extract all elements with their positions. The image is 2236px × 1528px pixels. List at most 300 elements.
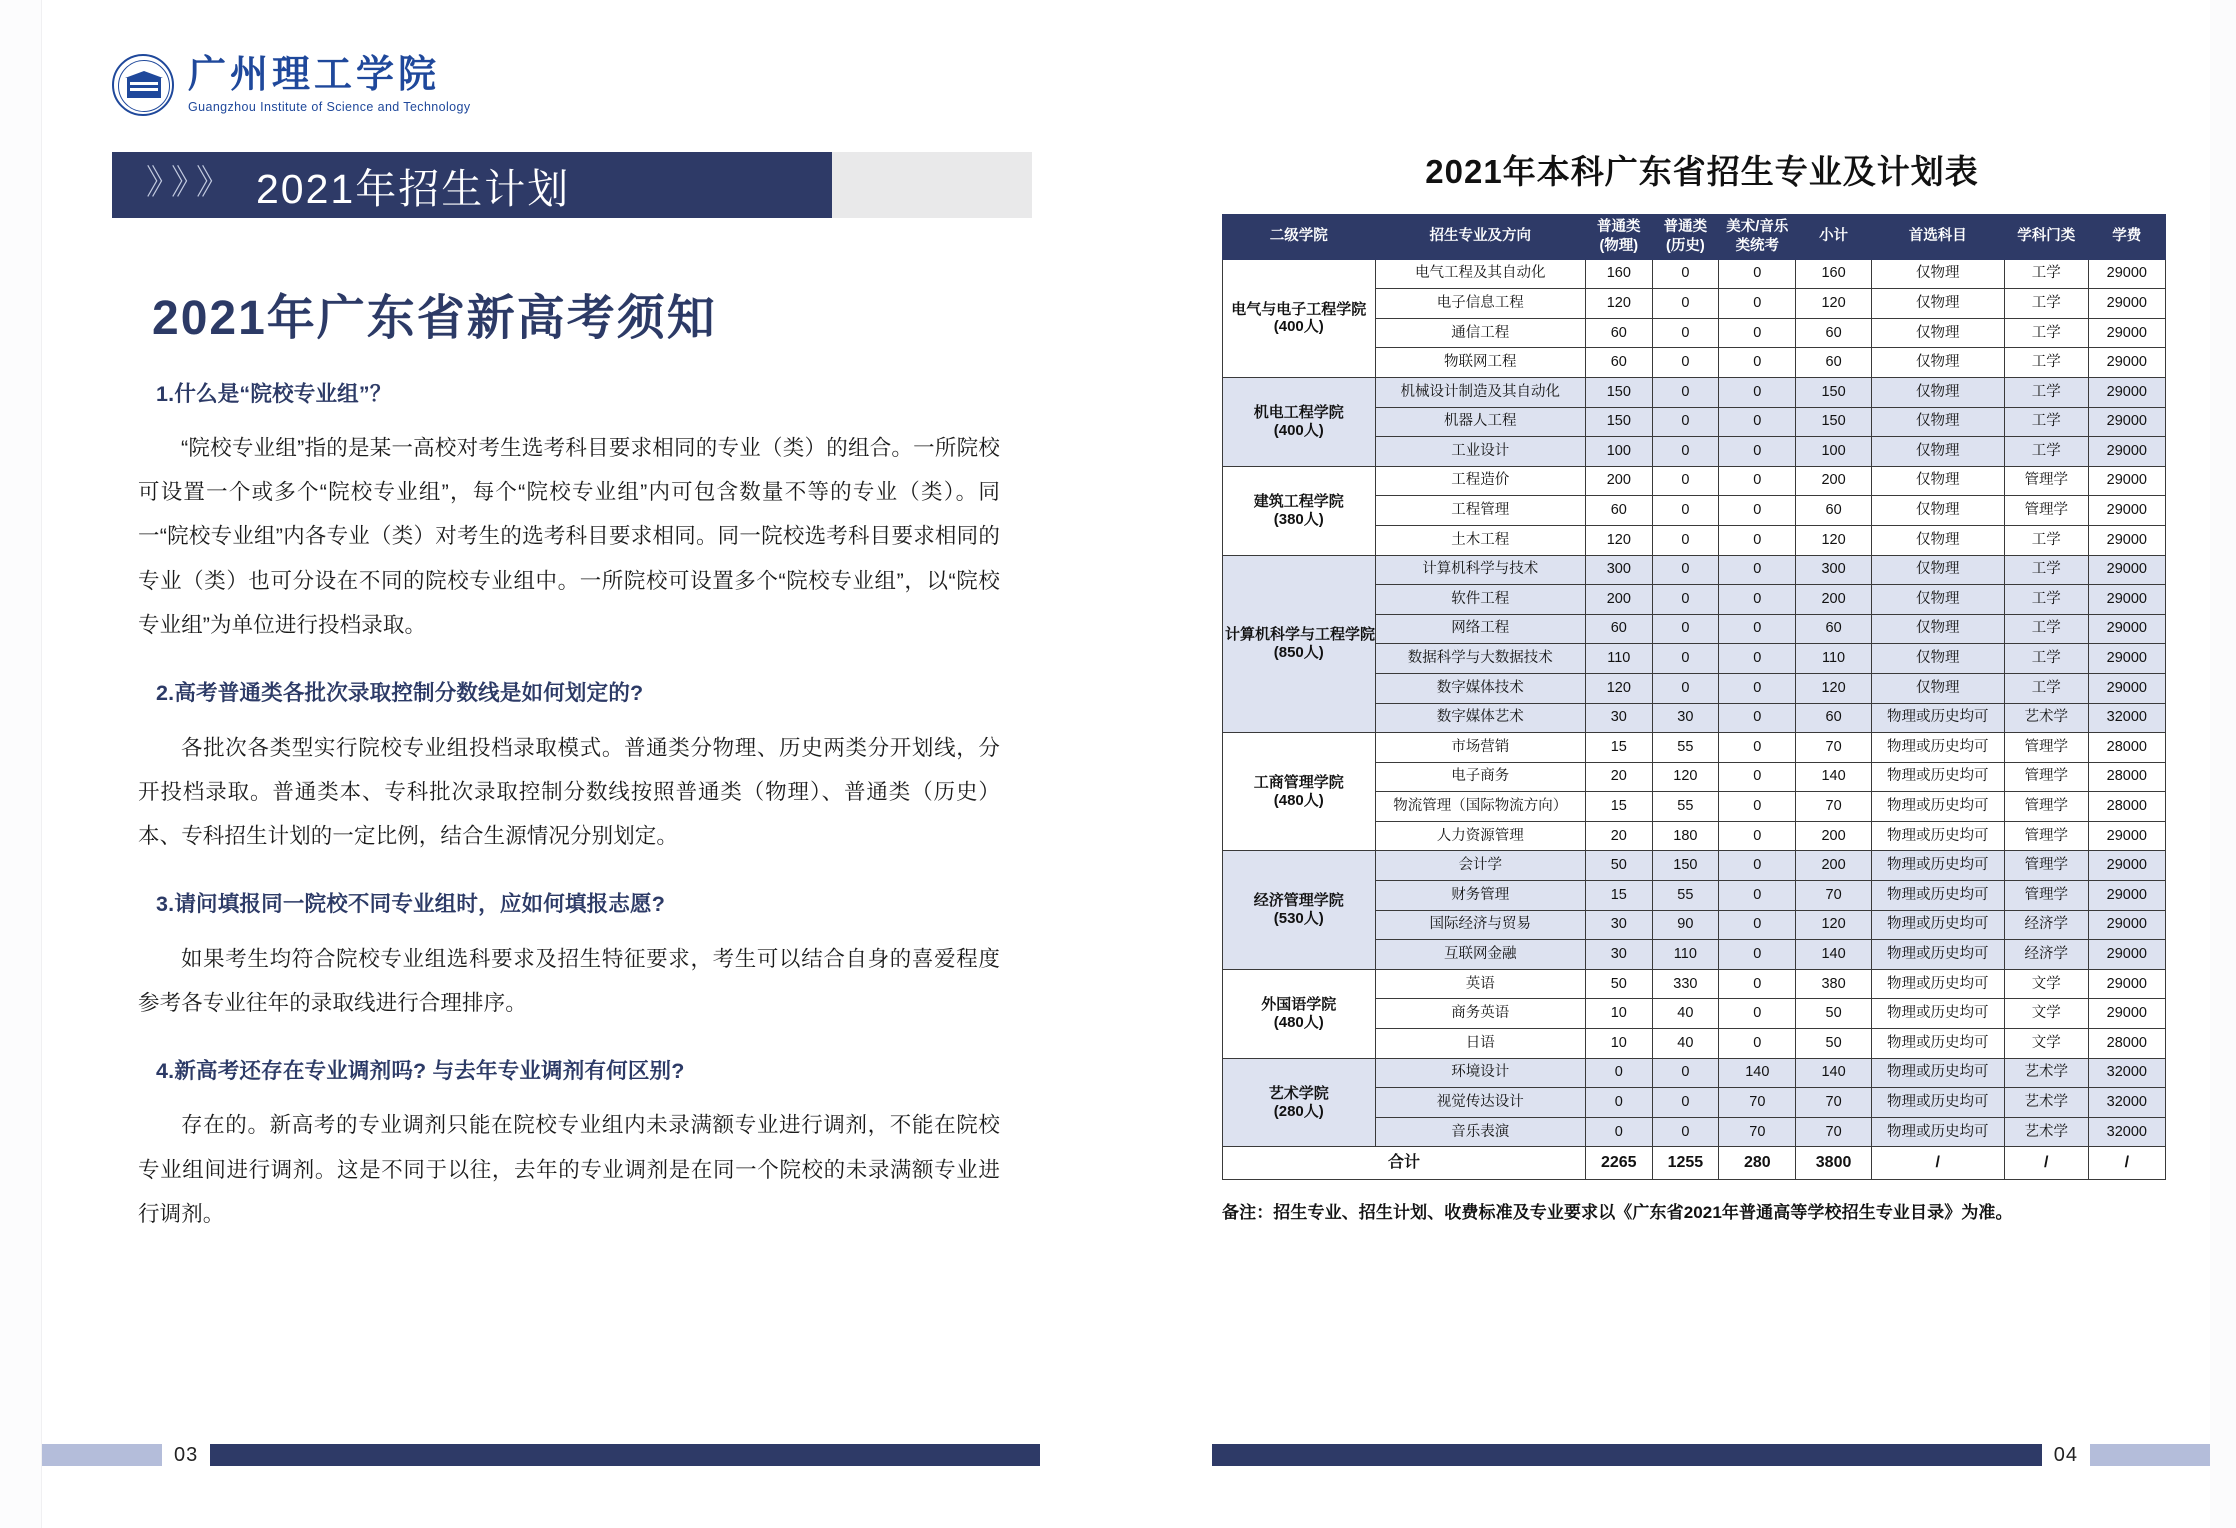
tuition-cell: 29000 [2088, 999, 2165, 1029]
tuition-cell: 32000 [2088, 1117, 2165, 1147]
table-row [1223, 969, 2166, 999]
th-tuition: 学费 [2088, 214, 2165, 259]
first-subject-cell: 物理或历史均可 [1871, 821, 2004, 851]
art-count-cell: 0 [1719, 289, 1796, 319]
art-count-cell: 0 [1719, 585, 1796, 615]
logo-name-cn: 广州理工学院 [188, 54, 441, 97]
plan-table-body [1223, 259, 2166, 1180]
art-count-cell: 0 [1719, 259, 1796, 289]
qa-heading-4: 4.新高考还存在专业调剂吗? 与去年专业调剂有何区别? [156, 1059, 685, 1084]
major-cell: 市场营销 [1375, 733, 1586, 763]
history-count-cell: 90 [1652, 910, 1719, 940]
discipline-cell: 文学 [2004, 1029, 2088, 1059]
college-quota: (400人) [1273, 318, 1324, 336]
history-count-cell: 180 [1652, 821, 1719, 851]
first-subject-cell: 仅物理 [1871, 289, 2004, 319]
history-count-cell: 110 [1652, 940, 1719, 970]
th-first-subject: 首选科目 [1871, 214, 2004, 259]
footer-right-bar [1212, 1444, 2042, 1466]
physics-count-cell: 30 [1586, 910, 1653, 940]
discipline-cell: 艺术学 [2004, 1058, 2088, 1088]
discipline-cell: 工学 [2004, 644, 2088, 674]
subtotal-cell: 200 [1796, 466, 1871, 496]
college-name: 电气与电子工程学院 [1231, 300, 1367, 318]
th-art-music: 美术/音乐 类统考 [1719, 214, 1796, 259]
th-physics: 普通类 (物理) [1586, 214, 1653, 259]
history-count-cell: 120 [1652, 762, 1719, 792]
physics-count-cell: 200 [1586, 466, 1653, 496]
discipline-cell: 管理学 [2004, 466, 2088, 496]
page-number-left: 03 [174, 1443, 199, 1466]
discipline-cell: 工学 [2004, 525, 2088, 555]
subtotal-cell: 70 [1796, 792, 1871, 822]
discipline-cell: 工学 [2004, 259, 2088, 289]
college-name: 艺术学院 [1268, 1084, 1329, 1102]
subtotal-cell: 380 [1796, 969, 1871, 999]
tuition-cell: 29000 [2088, 259, 2165, 289]
physics-count-cell: 200 [1586, 585, 1653, 615]
history-count-cell: 0 [1652, 318, 1719, 348]
discipline-cell: 经济学 [2004, 940, 2088, 970]
college-cell [1223, 466, 1376, 555]
tuition-cell: 29000 [2088, 466, 2165, 496]
first-subject-cell: 物理或历史均可 [1871, 733, 2004, 763]
history-count-cell: 0 [1652, 644, 1719, 674]
major-cell: 计算机科学与技术 [1375, 555, 1586, 585]
discipline-cell: 管理学 [2004, 881, 2088, 911]
major-cell: 互联网金融 [1375, 940, 1586, 970]
physics-count-cell: 0 [1586, 1117, 1653, 1147]
subtotal-cell: 200 [1796, 821, 1871, 851]
history-count-cell: 0 [1652, 437, 1719, 467]
subtotal-cell: 120 [1796, 673, 1871, 703]
subtotal-cell: 50 [1796, 999, 1871, 1029]
discipline-cell: 艺术学 [2004, 703, 2088, 733]
art-count-cell: 0 [1719, 437, 1796, 467]
tuition-cell: 29000 [2088, 851, 2165, 881]
qa-body-1: “院校专业组”指的是某一高校对考生选考科目要求相同的专业（类）的组合。一所院校可设置一个或多个“院校专业组”，每个“院校专业组”内可包含数量不等的专业（类）。同一“院校专业组”内各专业（类）对考生的选考科目要求相同。同一院校选考科目要求相同的专业（类）也可分设在不同的院校专业组中。一所院校可设置多个“院校专业组”，以“院校专业组”为单位进行投档录取。 [138, 435, 1000, 637]
total-discipline: / [2004, 1147, 2088, 1180]
table-row [1223, 377, 2166, 407]
discipline-cell: 工学 [2004, 437, 2088, 467]
table-row [1223, 555, 2166, 585]
left-column [112, 290, 1032, 1236]
footer-left [42, 1444, 1040, 1466]
art-count-cell: 0 [1719, 999, 1796, 1029]
discipline-cell: 管理学 [2004, 762, 2088, 792]
physics-count-cell: 60 [1586, 614, 1653, 644]
physics-count-cell: 120 [1586, 525, 1653, 555]
qa-body-4: 存在的。新高考的专业调剂只能在院校专业组内未录满额专业进行调剂，不能在院校专业组间进行调剂。这是不同于以往，去年的专业调剂是在同一个院校的未录满额专业进行调剂。 [138, 1113, 1000, 1226]
plan-table-header-row [1223, 214, 2166, 259]
art-count-cell: 0 [1719, 377, 1796, 407]
tuition-cell: 29000 [2088, 673, 2165, 703]
history-count-cell: 330 [1652, 969, 1719, 999]
subtotal-cell: 100 [1796, 437, 1871, 467]
college-cell [1223, 851, 1376, 969]
college-cell [1223, 555, 1376, 733]
physics-count-cell: 120 [1586, 673, 1653, 703]
tuition-cell: 32000 [2088, 1058, 2165, 1088]
first-subject-cell: 仅物理 [1871, 496, 2004, 526]
art-count-cell: 0 [1719, 762, 1796, 792]
first-subject-cell: 仅物理 [1871, 555, 2004, 585]
major-cell: 网络工程 [1375, 614, 1586, 644]
major-cell: 电子信息工程 [1375, 289, 1586, 319]
subtotal-cell: 300 [1796, 555, 1871, 585]
tuition-cell: 29000 [2088, 437, 2165, 467]
subtotal-cell: 60 [1796, 348, 1871, 378]
first-subject-cell: 仅物理 [1871, 318, 2004, 348]
major-cell: 机械设计制造及其自动化 [1375, 377, 1586, 407]
college-cell [1223, 969, 1376, 1058]
subtotal-cell: 120 [1796, 525, 1871, 555]
history-count-cell: 150 [1652, 851, 1719, 881]
tuition-cell: 29000 [2088, 289, 2165, 319]
plan-table-note: 备注：招生专业、招生计划、收费标准及专业要求以《广东省2021年普通高等学校招生专业目录》为准。 [1222, 1203, 2013, 1223]
major-cell: 机器人工程 [1375, 407, 1586, 437]
tuition-cell: 29000 [2088, 348, 2165, 378]
art-count-cell: 0 [1719, 881, 1796, 911]
physics-count-cell: 120 [1586, 289, 1653, 319]
th-history: 普通类 (历史) [1652, 214, 1719, 259]
art-count-cell: 0 [1719, 407, 1796, 437]
discipline-cell: 工学 [2004, 614, 2088, 644]
discipline-cell: 艺术学 [2004, 1117, 2088, 1147]
major-cell: 工业设计 [1375, 437, 1586, 467]
physics-count-cell: 60 [1586, 318, 1653, 348]
major-cell: 软件工程 [1375, 585, 1586, 615]
footer-right-tint [2090, 1444, 2210, 1466]
college-name: 外国语学院 [1261, 996, 1337, 1014]
footer-right [1212, 1444, 2210, 1466]
section-banner-main [112, 152, 832, 218]
physics-count-cell: 50 [1586, 851, 1653, 881]
first-subject-cell: 仅物理 [1871, 585, 2004, 615]
major-cell: 会计学 [1375, 851, 1586, 881]
first-subject-cell: 仅物理 [1871, 525, 2004, 555]
art-count-cell: 0 [1719, 969, 1796, 999]
qa-item-2 [112, 677, 1032, 858]
total-tuition: / [2088, 1147, 2165, 1180]
physics-count-cell: 50 [1586, 969, 1653, 999]
subtotal-cell: 200 [1796, 851, 1871, 881]
discipline-cell: 文学 [2004, 969, 2088, 999]
admission-plan-table [1222, 214, 2166, 1181]
tuition-cell: 29000 [2088, 496, 2165, 526]
major-cell: 音乐表演 [1375, 1117, 1586, 1147]
left-edge-strip [0, 0, 42, 1528]
major-cell: 工程造价 [1375, 466, 1586, 496]
physics-count-cell: 60 [1586, 496, 1653, 526]
history-count-cell: 0 [1652, 496, 1719, 526]
section-banner [112, 152, 1032, 218]
tuition-cell: 29000 [2088, 614, 2165, 644]
page-number-right: 04 [2053, 1443, 2078, 1466]
physics-count-cell: 20 [1586, 762, 1653, 792]
physics-count-cell: 300 [1586, 555, 1653, 585]
discipline-cell: 管理学 [2004, 792, 2088, 822]
first-subject-cell: 仅物理 [1871, 407, 2004, 437]
history-count-cell: 0 [1652, 1058, 1719, 1088]
physics-count-cell: 15 [1586, 733, 1653, 763]
art-count-cell: 0 [1719, 940, 1796, 970]
college-cell [1223, 1058, 1376, 1147]
discipline-cell: 工学 [2004, 673, 2088, 703]
major-cell: 物流管理（国际物流方向） [1375, 792, 1586, 822]
physics-count-cell: 150 [1586, 407, 1653, 437]
first-subject-cell: 仅物理 [1871, 437, 2004, 467]
college-name: 建筑工程学院 [1253, 492, 1344, 510]
art-count-cell: 0 [1719, 851, 1796, 881]
art-count-cell: 0 [1719, 496, 1796, 526]
subtotal-cell: 60 [1796, 496, 1871, 526]
first-subject-cell: 仅物理 [1871, 259, 2004, 289]
logo-name-en: Guangzhou Institute of Science and Technology [188, 99, 471, 114]
school-logo [112, 54, 471, 116]
major-cell: 数字媒体技术 [1375, 673, 1586, 703]
college-name: 工商管理学院 [1253, 774, 1344, 792]
history-count-cell: 0 [1652, 614, 1719, 644]
major-cell: 物联网工程 [1375, 348, 1586, 378]
tuition-cell: 29000 [2088, 407, 2165, 437]
table-total-row [1223, 1147, 2166, 1180]
first-subject-cell: 物理或历史均可 [1871, 792, 2004, 822]
physics-count-cell: 30 [1586, 940, 1653, 970]
subtotal-cell: 160 [1796, 259, 1871, 289]
total-physics: 2265 [1586, 1147, 1653, 1180]
art-count-cell: 70 [1719, 1088, 1796, 1118]
discipline-cell: 工学 [2004, 585, 2088, 615]
subtotal-cell: 50 [1796, 1029, 1871, 1059]
discipline-cell: 管理学 [2004, 821, 2088, 851]
art-count-cell: 0 [1719, 703, 1796, 733]
footer-left-tint [42, 1444, 162, 1466]
history-count-cell: 0 [1652, 585, 1719, 615]
history-count-cell: 0 [1652, 407, 1719, 437]
first-subject-cell: 仅物理 [1871, 377, 2004, 407]
th-major: 招生专业及方向 [1375, 214, 1586, 259]
discipline-cell: 管理学 [2004, 496, 2088, 526]
subtotal-cell: 200 [1796, 585, 1871, 615]
art-count-cell: 0 [1719, 318, 1796, 348]
table-row [1223, 259, 2166, 289]
major-cell: 电气工程及其自动化 [1375, 259, 1586, 289]
first-subject-cell: 物理或历史均可 [1871, 969, 2004, 999]
qa-item-3 [112, 888, 1032, 1025]
history-count-cell: 30 [1652, 703, 1719, 733]
tuition-cell: 29000 [2088, 821, 2165, 851]
discipline-cell: 管理学 [2004, 733, 2088, 763]
discipline-cell: 工学 [2004, 555, 2088, 585]
tuition-cell: 32000 [2088, 703, 2165, 733]
history-count-cell: 0 [1652, 1117, 1719, 1147]
physics-count-cell: 100 [1586, 437, 1653, 467]
right-edge-strip [2210, 0, 2236, 1528]
section-banner-title: 2021年招生计划 [256, 165, 571, 212]
right-column [1222, 152, 2182, 1226]
first-subject-cell: 物理或历史均可 [1871, 1088, 2004, 1118]
discipline-cell: 经济学 [2004, 910, 2088, 940]
tuition-cell: 29000 [2088, 910, 2165, 940]
subtotal-cell: 140 [1796, 940, 1871, 970]
history-count-cell: 0 [1652, 259, 1719, 289]
physics-count-cell: 10 [1586, 999, 1653, 1029]
tuition-cell: 29000 [2088, 940, 2165, 970]
discipline-cell: 艺术学 [2004, 1088, 2088, 1118]
art-count-cell: 140 [1719, 1058, 1796, 1088]
college-cell [1223, 377, 1376, 466]
college-quota: (280人) [1273, 1102, 1324, 1120]
history-count-cell: 40 [1652, 1029, 1719, 1059]
subtotal-cell: 60 [1796, 703, 1871, 733]
first-subject-cell: 物理或历史均可 [1871, 910, 2004, 940]
total-label: 合计 [1223, 1147, 1586, 1180]
college-cell [1223, 733, 1376, 851]
logo-text-block [188, 56, 471, 114]
first-subject-cell: 物理或历史均可 [1871, 881, 2004, 911]
table-row [1223, 851, 2166, 881]
discipline-cell: 管理学 [2004, 851, 2088, 881]
discipline-cell: 工学 [2004, 377, 2088, 407]
page-title: 2021年广东省新高考须知 [152, 292, 717, 345]
major-cell: 日语 [1375, 1029, 1586, 1059]
qa-heading-2: 2.高考普通类各批次录取控制分数线是如何划定的? [156, 681, 644, 706]
college-quota: (480人) [1273, 791, 1324, 809]
art-count-cell: 0 [1719, 466, 1796, 496]
first-subject-cell: 仅物理 [1871, 644, 2004, 674]
qa-heading-1: 1.什么是“院校专业组”？ [156, 381, 392, 406]
college-cell [1223, 259, 1376, 377]
subtotal-cell: 120 [1796, 289, 1871, 319]
history-count-cell: 0 [1652, 525, 1719, 555]
first-subject-cell: 物理或历史均可 [1871, 999, 2004, 1029]
subtotal-cell: 70 [1796, 733, 1871, 763]
physics-count-cell: 10 [1586, 1029, 1653, 1059]
first-subject-cell: 物理或历史均可 [1871, 851, 2004, 881]
history-count-cell: 55 [1652, 733, 1719, 763]
major-cell: 视觉传达设计 [1375, 1088, 1586, 1118]
subtotal-cell: 120 [1796, 910, 1871, 940]
art-count-cell: 70 [1719, 1117, 1796, 1147]
physics-count-cell: 15 [1586, 881, 1653, 911]
major-cell: 电子商务 [1375, 762, 1586, 792]
discipline-cell: 工学 [2004, 348, 2088, 378]
qa-body-2: 各批次各类型实行院校专业组投档录取模式。普通类分物理、历史两类分开划线，分开投档录取。普通类本、专科批次录取控制分数线按照普通类（物理）、普通类（历史）本、专科招生计划的一定比例，结合生源情况分别划定。 [138, 735, 1000, 849]
tuition-cell: 32000 [2088, 1088, 2165, 1118]
history-count-cell: 55 [1652, 881, 1719, 911]
major-cell: 环境设计 [1375, 1058, 1586, 1088]
major-cell: 商务英语 [1375, 999, 1586, 1029]
art-count-cell: 0 [1719, 644, 1796, 674]
first-subject-cell: 物理或历史均可 [1871, 1029, 2004, 1059]
first-subject-cell: 物理或历史均可 [1871, 1117, 2004, 1147]
history-count-cell: 0 [1652, 377, 1719, 407]
subtotal-cell: 70 [1796, 1088, 1871, 1118]
major-cell: 通信工程 [1375, 318, 1586, 348]
total-art: 280 [1719, 1147, 1796, 1180]
first-subject-cell: 物理或历史均可 [1871, 762, 2004, 792]
qa-heading-3: 3.请问填报同一院校不同专业组时，应如何填报志愿? [156, 892, 666, 917]
major-cell: 财务管理 [1375, 881, 1586, 911]
seal-building-glyph [127, 78, 161, 98]
footer-left-bar [210, 1444, 1040, 1466]
tuition-cell: 29000 [2088, 881, 2165, 911]
section-banner-tail [832, 152, 1032, 218]
history-count-cell: 40 [1652, 999, 1719, 1029]
physics-count-cell: 20 [1586, 821, 1653, 851]
tuition-cell: 28000 [2088, 762, 2165, 792]
qa-body-3: 如果考生均符合院校专业组选科要求及招生特征要求，考生可以结合自身的喜爱程度参考各专业往年的录取线进行合理排序。 [138, 946, 1000, 1015]
subtotal-cell: 140 [1796, 1058, 1871, 1088]
subtotal-cell: 60 [1796, 318, 1871, 348]
first-subject-cell: 仅物理 [1871, 614, 2004, 644]
college-name: 经济管理学院 [1253, 892, 1344, 910]
school-seal-icon [112, 54, 174, 116]
total-subtotal: 3800 [1796, 1147, 1871, 1180]
subtotal-cell: 70 [1796, 1117, 1871, 1147]
art-count-cell: 0 [1719, 910, 1796, 940]
first-subject-cell: 仅物理 [1871, 348, 2004, 378]
first-subject-cell: 仅物理 [1871, 673, 2004, 703]
tuition-cell: 29000 [2088, 644, 2165, 674]
physics-count-cell: 150 [1586, 377, 1653, 407]
table-row [1223, 733, 2166, 763]
physics-count-cell: 30 [1586, 703, 1653, 733]
art-count-cell: 0 [1719, 614, 1796, 644]
art-count-cell: 0 [1719, 733, 1796, 763]
discipline-cell: 工学 [2004, 318, 2088, 348]
subtotal-cell: 60 [1796, 614, 1871, 644]
college-name: 机电工程学院 [1253, 404, 1344, 422]
major-cell: 工程管理 [1375, 496, 1586, 526]
subtotal-cell: 150 [1796, 407, 1871, 437]
art-count-cell: 0 [1719, 348, 1796, 378]
chevron-triple-icon: 》》》 [146, 164, 238, 202]
tuition-cell: 28000 [2088, 733, 2165, 763]
college-quota: (380人) [1273, 510, 1324, 528]
history-count-cell: 0 [1652, 466, 1719, 496]
college-name: 计算机科学与工程学院 [1225, 626, 1376, 644]
art-count-cell: 0 [1719, 1029, 1796, 1059]
qa-item-1 [112, 378, 1032, 648]
table-row [1223, 466, 2166, 496]
history-count-cell: 0 [1652, 348, 1719, 378]
tuition-cell: 28000 [2088, 792, 2165, 822]
major-cell: 英语 [1375, 969, 1586, 999]
physics-count-cell: 15 [1586, 792, 1653, 822]
discipline-cell: 工学 [2004, 289, 2088, 319]
major-cell: 国际经济与贸易 [1375, 910, 1586, 940]
th-subtotal: 小计 [1796, 214, 1871, 259]
major-cell: 土木工程 [1375, 525, 1586, 555]
history-count-cell: 0 [1652, 673, 1719, 703]
subtotal-cell: 110 [1796, 644, 1871, 674]
art-count-cell: 0 [1719, 792, 1796, 822]
college-quota: (480人) [1273, 1013, 1324, 1031]
history-count-cell: 0 [1652, 1088, 1719, 1118]
history-count-cell: 0 [1652, 555, 1719, 585]
major-cell: 数据科学与大数据技术 [1375, 644, 1586, 674]
physics-count-cell: 0 [1586, 1058, 1653, 1088]
history-count-cell: 0 [1652, 289, 1719, 319]
subtotal-cell: 150 [1796, 377, 1871, 407]
discipline-cell: 文学 [2004, 999, 2088, 1029]
total-first: / [1871, 1147, 2004, 1180]
physics-count-cell: 0 [1586, 1088, 1653, 1118]
art-count-cell: 0 [1719, 555, 1796, 585]
major-cell: 人力资源管理 [1375, 821, 1586, 851]
